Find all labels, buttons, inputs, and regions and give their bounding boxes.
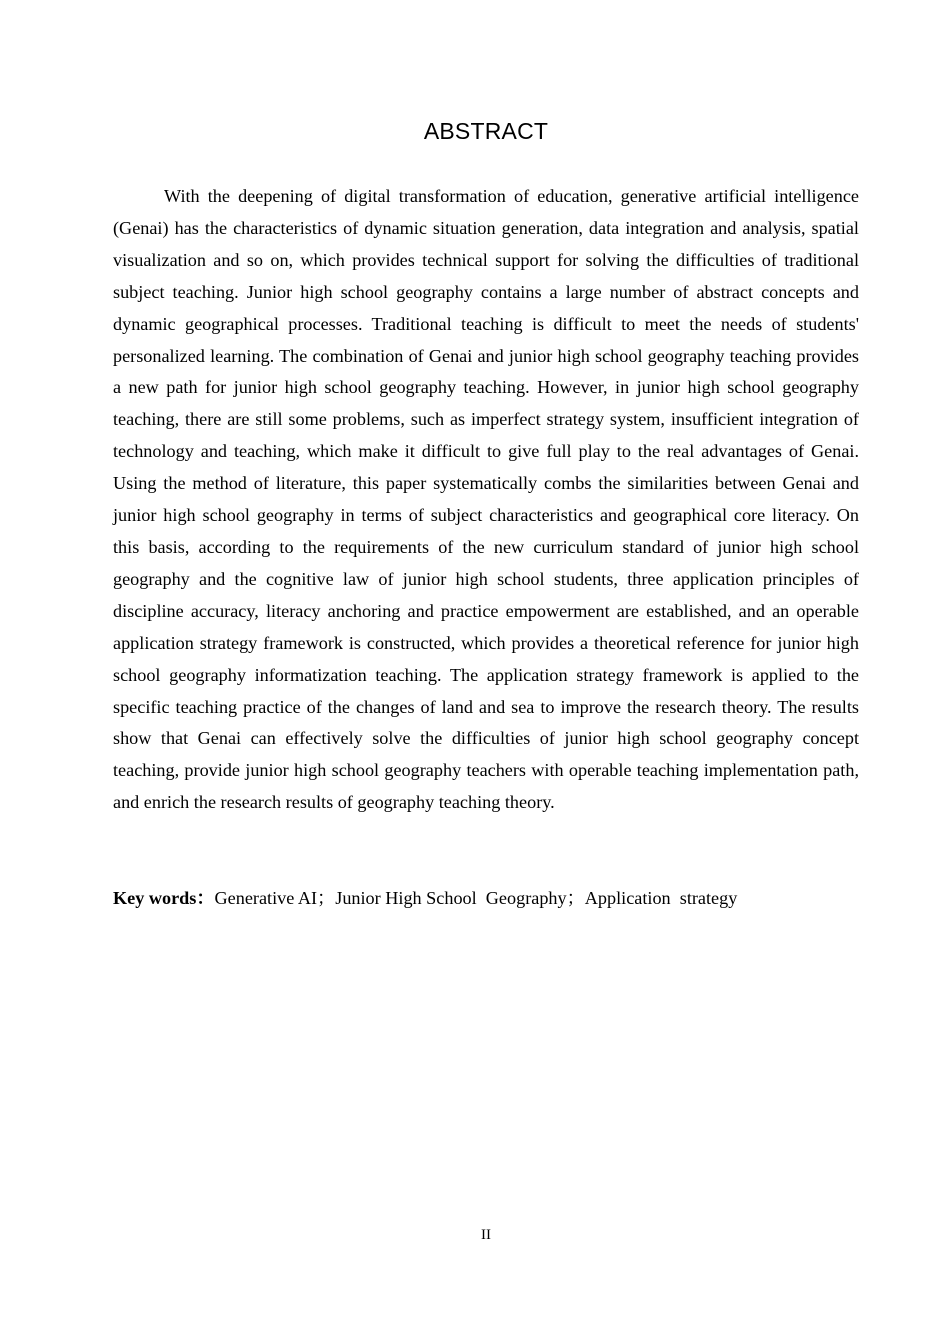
abstract-body: [113, 181, 859, 819]
page-number: II: [481, 1227, 491, 1243]
keywords-line: [113, 883, 859, 915]
keywords-text: Generative AI；Junior High School Geography；Application strategy: [214, 888, 738, 908]
abstract-title: ABSTRACT: [423, 118, 549, 144]
abstract-paragraph: With the deepening of digital transformation of education, generative artificial intelligence (Genai) has the characteristics of dynamic situation generation, data integration and analysis, spatial visualization and so on, which provides technical support for solving the difficulties of traditional subject teaching. Junior high school geography contains a large number of abstract concepts and dynamic geographical processes. Traditional teaching is difficult to meet the needs of students' personalized learning. The combination of Genai and junior high school geography teaching provides a new path for junior high school geography teaching. However, in junior high school geography teaching, there are still some problems, such as imperfect strategy system, insufficient integration of technology and teaching, which make it difficult to give full play to the real advantages of Genai. Using the method of literature, this paper systematically combs the similarities between Genai and junior high school geography in terms of subject characteristics and geographical core literacy. On this basis, according to the requirements of the new curriculum standard of junior high school geography and the cognitive law of junior high school students, three application principles of discipline accuracy, literacy anchoring and practice empowerment are established, and an operable application strategy framework is constructed, which provides a theoretical reference for junior high school geography informatization teaching. The application strategy framework is applied to the specific teaching practice of the changes of land and sea to improve the research theory. The results show that Genai can effectively solve the difficulties of junior high school geography concept teaching, provide junior high school geography teachers with operable teaching implementation path, and enrich the research results of geography teaching theory.: [113, 186, 859, 813]
keywords-label: Key words：: [113, 888, 215, 908]
